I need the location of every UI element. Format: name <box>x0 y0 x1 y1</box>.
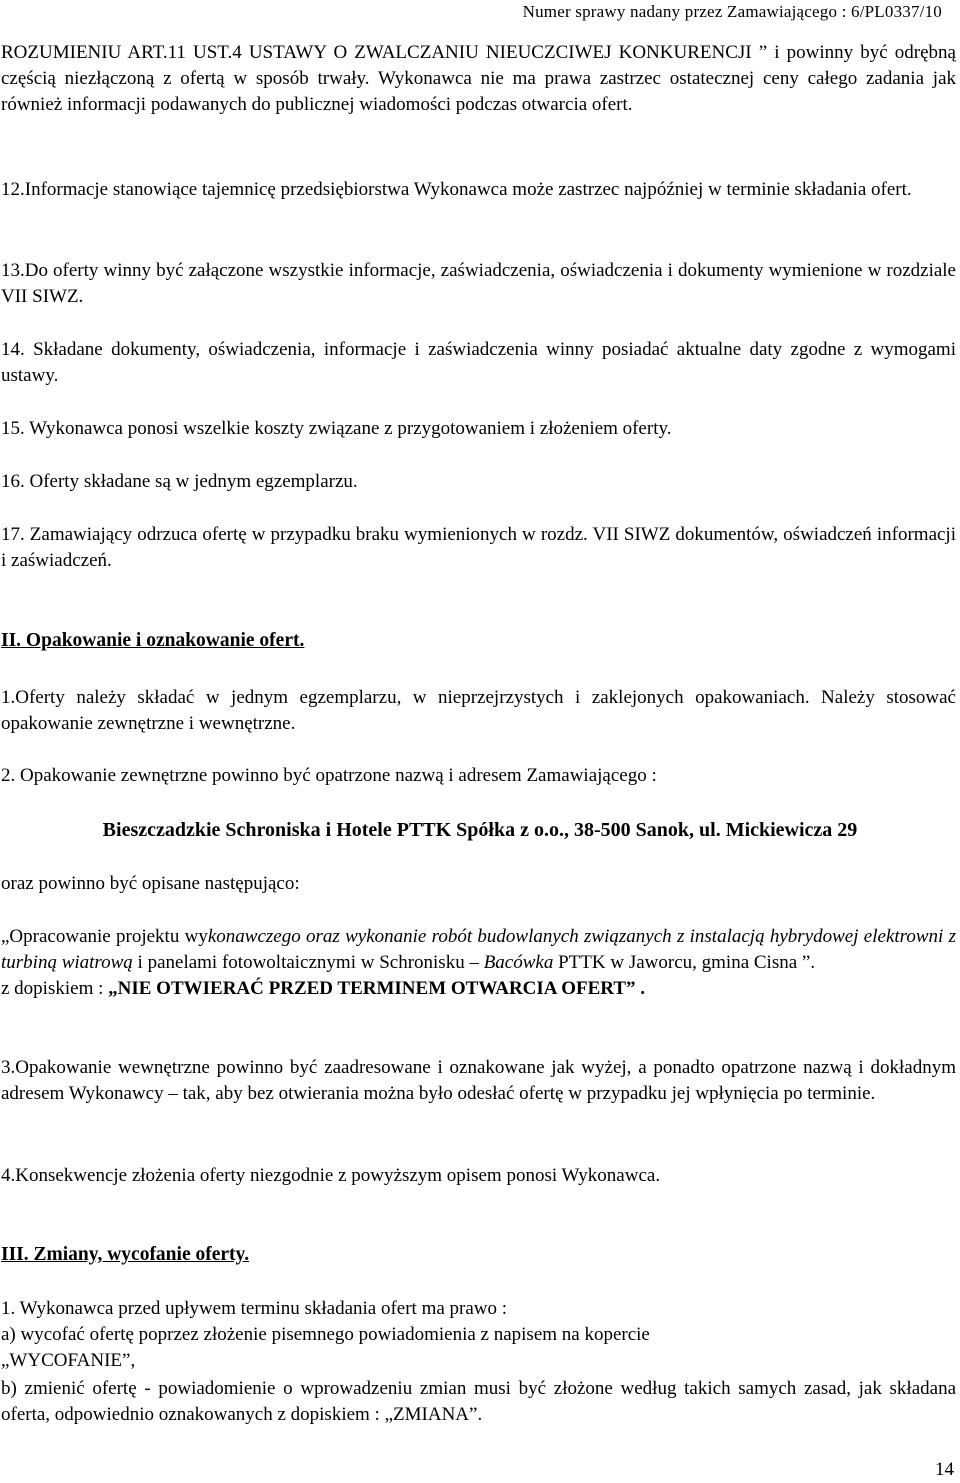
section-III-item-a: a) wycofać ofertę poprzez złożenie pisemnego powiadomienia z napisem na kopercie <box>1 1324 650 1345</box>
intro-rest: powinny być odrębną częścią niezłączoną z ofertą w sposób trwały. Wykonawca nie ma prawa zastrzec ostatecznej ceny całego zadania jak również informacji podawanych do publicznej wiadomości podczas otwarcia ofert. <box>1 42 956 115</box>
section-II-heading: II. Opakowanie i oznakowanie ofert. <box>1 630 305 651</box>
section-II-item-3: 3.Opakowanie wewnętrzne powinno być zaadresowane i oznakowane jak wyżej, a ponadto opatrzone nazwą i dokładnym adresem Wykonawcy – tak, aby bez otwierania można było odesłać ofertę w przypadku jej wpłynięcia po terminie. <box>1 1057 956 1104</box>
item-16: 16. Oferty składane są w jednym egzemplarzu. <box>1 471 358 492</box>
project-title-part-2: i panelami fotowoltaicznymi w Schronisku – <box>132 952 484 973</box>
annotation-do-not-open: „NIE OTWIERAĆ PRZED TERMINEM OTWARCIA OFERT” . <box>108 978 645 999</box>
project-title <box>1 924 956 1002</box>
annotation-prefix: z dopiskiem : <box>1 978 109 999</box>
project-title-part-3: PTTK w Jaworcu, gmina Cisna ”. <box>553 952 816 973</box>
item-15: 15. Wykonawca ponosi wszelkie koszty związane z przygotowaniem i złożeniem oferty. <box>1 418 672 439</box>
paragraph-confidentiality-intro <box>1 40 956 118</box>
item-14: 14. Składane dokumenty, oświadczenia, informacje i zaświadczenia winny posiadać aktualne daty zgodne z wymogami ustawy. <box>1 339 956 386</box>
section-III-item-a-cont: „WYCOFANIE”, <box>1 1350 136 1371</box>
section-II-item-2: 2. Opakowanie zewnętrzne powinno być opatrzone nazwą i adresem Zamawiającego : <box>1 765 657 786</box>
section-III-item-b: b) zmienić ofertę - powiadomienie o wprowadzeniu zmian musi być złożone według takich samych zasad, jak składana oferta, odpowiednio oznakowanych z dopiskiem : „ZMIANA”. <box>1 1378 956 1425</box>
item-13: 13.Do oferty winny być załączone wszystkie informacje, zaświadczenia, oświadczenia i dokumenty wymienione w rozdziale VII SIWZ. <box>1 260 956 307</box>
project-title-italic-1: konawczego oraz wykonanie robót budowlanych związanych z instalacją hybrydowej elektrowni z turbiną wiatrową <box>1 926 956 973</box>
section-III-heading: III. Zmiany, wycofanie oferty. <box>1 1244 250 1265</box>
case-number-header: Numer sprawy nadany przez Zamawiającego : 6/PL0337/10 <box>522 2 942 21</box>
intro-line-1: ROZUMIENIU ART.11 UST.4 USTAWY O ZWALCZANIU NIEUCZCIWEJ KONKURENCJI ” i <box>1 42 780 63</box>
item-12: 12.Informacje stanowiące tajemnicę przedsiębiorstwa Wykonawca może zastrzec najpóźniej w terminie składania ofert. <box>1 179 912 200</box>
project-title-italic-2: Bacówka <box>483 952 554 973</box>
described-as-line: oraz powinno być opisane następująco: <box>1 873 300 894</box>
section-III-item-1 <box>1 1296 956 1374</box>
page-number: 14 <box>935 1459 954 1480</box>
zamawiajacy-address: Bieszczadzkie Schroniska i Hotele PTTK Spółka z o.o., 38-500 Sanok, ul. Mickiewicza 29 <box>102 819 858 841</box>
item-17: 17. Zamawiający odrzuca ofertę w przypadku braku wymienionych w rozdz. VII SIWZ dokumentów, oświadczeń informacji i zaświadczeń. <box>1 524 956 571</box>
project-title-part-1: „Opracowanie projektu wy <box>1 926 208 947</box>
section-II-item-4: 4.Konsekwencje złożenia oferty niezgodnie z powyższym opisem ponosi Wykonawca. <box>1 1165 661 1186</box>
section-III-item-1-text: 1. Wykonawca przed upływem terminu składania ofert ma prawo : <box>1 1298 508 1319</box>
section-II-item-1: 1.Oferty należy składać w jednym egzemplarzu, w nieprzejrzystych i zaklejonych opakowaniach. Należy stosować opakowanie zewnętrzne i wewnętrzne. <box>1 687 956 734</box>
